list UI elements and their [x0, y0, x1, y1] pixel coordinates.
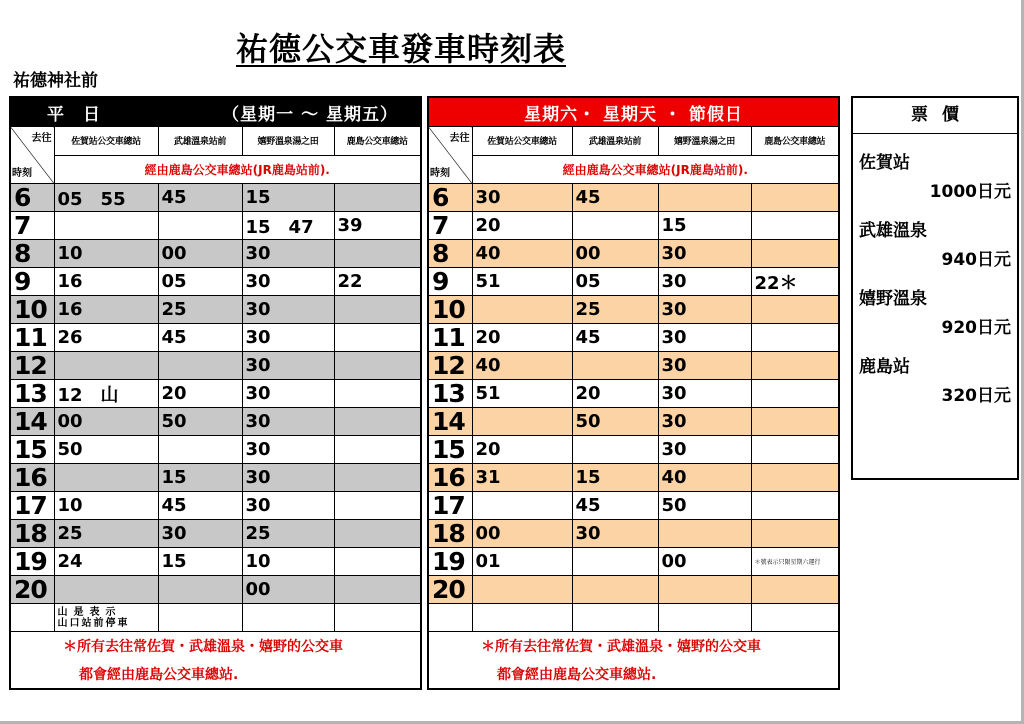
minute-cell: 30: [242, 436, 334, 464]
weekend-timetable: [427, 96, 840, 690]
weekday-corner-cell: [10, 127, 54, 184]
corner-to-label: 去往: [31, 133, 52, 144]
timetable-row: [428, 436, 839, 464]
minute-cell: 50: [54, 436, 158, 464]
blank-cell: [334, 604, 421, 632]
hour-cell: 6: [428, 184, 472, 212]
minute-cell: 45: [572, 184, 658, 212]
minute-cell: [54, 576, 158, 604]
minute-cell: [334, 548, 421, 576]
minute-cell: [751, 576, 839, 604]
minute-cell: 30: [242, 296, 334, 324]
hour-cell: 16: [10, 464, 54, 492]
minute-cell: 30: [658, 240, 751, 268]
minute-cell: [751, 464, 839, 492]
minute-cell: [334, 296, 421, 324]
fare-item: [853, 148, 1017, 202]
dest-ureshino: 嬉野溫泉湯之田: [658, 127, 751, 156]
hour-cell: 16: [428, 464, 472, 492]
weekday-via-note: 經由鹿島公交車總站(JR鹿島站前).: [54, 155, 421, 184]
minute-cell: 30: [242, 352, 334, 380]
minute-cell: [334, 464, 421, 492]
minute-cell: [751, 520, 839, 548]
timetable-row: [10, 492, 421, 520]
minute-cell: 00: [54, 408, 158, 436]
minute-cell: 25: [158, 296, 242, 324]
hour-cell: 14: [428, 408, 472, 436]
minute-cell: [751, 324, 839, 352]
minute-cell: [472, 492, 572, 520]
minute-cell: [472, 576, 572, 604]
timetable-row: [10, 548, 421, 576]
hour-cell: 18: [10, 520, 54, 548]
fare-destination: 佐賀站: [859, 153, 910, 173]
dest-kashima: 鹿島公交車總站: [334, 127, 421, 156]
timetable-row: [10, 184, 421, 212]
minute-cell: 24: [54, 548, 158, 576]
timetable-row: [428, 380, 839, 408]
minute-cell: [751, 296, 839, 324]
minute-cell: [751, 352, 839, 380]
fare-header: 票價: [911, 105, 973, 125]
minute-cell: 20: [472, 324, 572, 352]
minute-cell: 15: [658, 212, 751, 240]
minute-cell: [334, 492, 421, 520]
minute-cell: 25: [242, 520, 334, 548]
minute-cell: 15: [158, 548, 242, 576]
dest-takeo: 武雄溫泉站前: [572, 127, 658, 156]
hour-cell: 13: [428, 380, 472, 408]
minute-cell: 15: [242, 184, 334, 212]
hour-cell: 11: [428, 324, 472, 352]
timetable-row: [428, 464, 839, 492]
minute-cell: 30: [242, 492, 334, 520]
timetable-row: [10, 268, 421, 296]
timetable-row: [428, 212, 839, 240]
timetable-row: [428, 268, 839, 296]
minute-cell: 05 55: [54, 184, 158, 212]
minute-cell: [334, 520, 421, 548]
minute-cell: [658, 184, 751, 212]
weekend-header: 星期六・ 星期天 ・ 節假日: [428, 97, 839, 127]
fare-price: 940日元: [941, 250, 1011, 270]
minute-cell: 40: [472, 352, 572, 380]
dest-saga: 佐賀站公交車總站: [472, 127, 572, 156]
timetable-row: [10, 436, 421, 464]
minute-cell: [572, 436, 658, 464]
fare-item: [853, 216, 1017, 270]
blank-cell: [10, 604, 54, 632]
blank-cell: [658, 604, 751, 632]
timetable-row: [428, 548, 839, 576]
minute-cell: [334, 352, 421, 380]
minute-cell: [158, 352, 242, 380]
minute-cell: 39: [334, 212, 421, 240]
timetable-row: [428, 352, 839, 380]
mark-note-line: 山口站前停車: [57, 617, 130, 629]
timetable-row: [428, 240, 839, 268]
timetable-row: [10, 324, 421, 352]
dest-kashima: 鹿島公交車總站: [751, 127, 839, 156]
minute-cell: 50: [158, 408, 242, 436]
fare-destination: 嬉野溫泉: [859, 289, 927, 309]
fare-destination: 武雄溫泉: [859, 221, 927, 241]
fare-divider: [853, 133, 1017, 134]
timetable-row: [428, 184, 839, 212]
minute-cell: [54, 352, 158, 380]
minute-cell: 45: [572, 324, 658, 352]
minute-cell: 45: [158, 184, 242, 212]
hour-cell: 18: [428, 520, 472, 548]
fare-item: [853, 352, 1017, 406]
minute-cell: 15: [572, 464, 658, 492]
weekday-header: [10, 97, 421, 127]
timetable-row: [10, 464, 421, 492]
minute-cell: [572, 212, 658, 240]
hour-cell: 19: [10, 548, 54, 576]
timetable-row: [428, 324, 839, 352]
minute-cell: 30: [242, 324, 334, 352]
fare-price: 920日元: [941, 318, 1011, 338]
dest-ureshino: 嬉野溫泉湯之田: [242, 127, 334, 156]
weekend-corner-cell: [428, 127, 472, 184]
minute-cell: 30: [658, 408, 751, 436]
blank-row: [428, 604, 839, 632]
hour-cell: 20: [10, 576, 54, 604]
stop-name: 祐德神社前: [13, 71, 98, 91]
minute-cell: [334, 408, 421, 436]
blank-cell: [242, 604, 334, 632]
fare-item: [853, 284, 1017, 338]
minute-cell: 25: [54, 520, 158, 548]
fare-destination: 鹿島站: [859, 357, 910, 377]
minute-cell: [472, 296, 572, 324]
minute-cell: 15: [158, 464, 242, 492]
minute-cell: 30: [658, 324, 751, 352]
weekday-header-label: 平 日: [47, 104, 101, 125]
minute-cell: [334, 184, 421, 212]
note-row: [428, 660, 839, 689]
minute-cell: 20: [472, 436, 572, 464]
minute-cell: 10: [242, 548, 334, 576]
mark-note-row: [10, 604, 421, 632]
minute-cell: 50: [572, 408, 658, 436]
minute-cell: 30: [658, 296, 751, 324]
weekday-timetable: [9, 96, 422, 690]
minute-cell: [334, 240, 421, 268]
minute-cell: [158, 436, 242, 464]
minute-cell: 30: [658, 352, 751, 380]
timetable-row: [10, 240, 421, 268]
minute-cell: 00: [658, 548, 751, 576]
minute-cell: 22: [334, 268, 421, 296]
minute-cell: 45: [572, 492, 658, 520]
minute-cell: 05: [158, 268, 242, 296]
minute-cell: [54, 212, 158, 240]
footer-note: 都會經由鹿島公交車總站.: [428, 660, 839, 689]
minute-cell: 00: [472, 520, 572, 548]
minute-cell: [751, 240, 839, 268]
minute-cell: [751, 408, 839, 436]
hour-cell: 13: [10, 380, 54, 408]
minute-cell: 30: [242, 464, 334, 492]
minute-cell: [751, 380, 839, 408]
minute-cell: 31: [472, 464, 572, 492]
hour-cell: 15: [428, 436, 472, 464]
minute-cell: [751, 492, 839, 520]
timetable-row: [428, 492, 839, 520]
minute-cell: 20: [572, 380, 658, 408]
minute-cell: 51: [472, 268, 572, 296]
hour-cell: 9: [428, 268, 472, 296]
minute-cell: 30: [242, 268, 334, 296]
minute-cell: [334, 324, 421, 352]
minute-cell: 10: [54, 492, 158, 520]
minute-cell: 50: [658, 492, 751, 520]
minute-cell: 51: [472, 380, 572, 408]
timetable-row: [10, 212, 421, 240]
corner-time-label: 時刻: [430, 168, 450, 179]
footer-note: ＊所有去往常佐賀・武雄溫泉・嬉野的公交車: [10, 632, 421, 661]
mountain-mark-note: [54, 604, 158, 632]
hour-cell: 10: [428, 296, 472, 324]
minute-cell: [158, 576, 242, 604]
timetable-row: [428, 576, 839, 604]
dest-saga: 佐賀站公交車總站: [54, 127, 158, 156]
hour-cell: 15: [10, 436, 54, 464]
minute-cell: 22＊: [751, 268, 839, 296]
hour-cell: 20: [428, 576, 472, 604]
minute-cell: 00: [158, 240, 242, 268]
minute-cell: [334, 436, 421, 464]
minute-cell: 20: [158, 380, 242, 408]
timetable-row: [10, 380, 421, 408]
note-row: [10, 632, 421, 661]
timetable-row: [10, 408, 421, 436]
minute-cell: [751, 212, 839, 240]
minute-cell: [751, 184, 839, 212]
mark-note-line: 山是表示: [57, 606, 122, 618]
minute-cell: 30: [242, 240, 334, 268]
corner-time-label: 時刻: [12, 168, 32, 179]
blank-cell: [751, 604, 839, 632]
minute-cell: 45: [158, 324, 242, 352]
timetable-row: [10, 296, 421, 324]
hour-cell: 14: [10, 408, 54, 436]
minute-cell: [658, 576, 751, 604]
minute-cell: 30: [658, 268, 751, 296]
minute-cell: 16: [54, 268, 158, 296]
blank-cell: [428, 604, 472, 632]
timetable-row: [428, 296, 839, 324]
timetable-row: [10, 576, 421, 604]
hour-cell: 19: [428, 548, 472, 576]
minute-cell: 05: [572, 268, 658, 296]
blank-cell: [472, 604, 572, 632]
timetable-row: [428, 520, 839, 548]
timetable-row: [10, 352, 421, 380]
minute-cell: 20: [472, 212, 572, 240]
minute-cell: ＊號表示只限星期六運行: [751, 548, 839, 576]
hour-cell: 12: [428, 352, 472, 380]
minute-cell: 30: [472, 184, 572, 212]
note-row: [428, 632, 839, 661]
hour-cell: 8: [10, 240, 54, 268]
hour-cell: 11: [10, 324, 54, 352]
minute-cell: [334, 576, 421, 604]
timetable-row: [10, 520, 421, 548]
minute-cell: [158, 212, 242, 240]
minute-cell: [472, 408, 572, 436]
minute-cell: 45: [158, 492, 242, 520]
minute-cell: 30: [242, 380, 334, 408]
minute-cell: 00: [572, 240, 658, 268]
fare-price: 1000日元: [929, 182, 1011, 202]
note-row: [10, 660, 421, 689]
hour-cell: 10: [10, 296, 54, 324]
page-title: 祐德公交車發車時刻表: [236, 30, 567, 68]
minute-cell: 40: [472, 240, 572, 268]
minute-cell: 15 47: [242, 212, 334, 240]
blank-cell: [158, 604, 242, 632]
hour-cell: 7: [10, 212, 54, 240]
hour-cell: 7: [428, 212, 472, 240]
minute-cell: 30: [658, 436, 751, 464]
fare-price: 320日元: [941, 386, 1011, 406]
footer-note: ＊所有去往常佐賀・武雄溫泉・嬉野的公交車: [428, 632, 839, 661]
minute-cell: 12 山: [54, 380, 158, 408]
minute-cell: [572, 548, 658, 576]
hour-cell: 6: [10, 184, 54, 212]
blank-cell: [572, 604, 658, 632]
weekday-header-days: （星期一 ～ 星期五）: [222, 104, 398, 125]
minute-cell: [658, 520, 751, 548]
minute-cell: [751, 436, 839, 464]
timetable-row: [428, 408, 839, 436]
minute-cell: 16: [54, 296, 158, 324]
minute-cell: 40: [658, 464, 751, 492]
corner-to-label: 去往: [449, 133, 470, 144]
hour-cell: 9: [10, 268, 54, 296]
minute-cell: [572, 576, 658, 604]
minute-cell: 30: [572, 520, 658, 548]
minute-cell: 00: [242, 576, 334, 604]
fare-box: [851, 96, 1019, 480]
minute-cell: [54, 464, 158, 492]
minute-cell: 25: [572, 296, 658, 324]
minute-cell: 10: [54, 240, 158, 268]
hour-cell: 17: [428, 492, 472, 520]
footer-note: 都會經由鹿島公交車總站.: [10, 660, 421, 689]
minute-cell: [572, 352, 658, 380]
minute-cell: 26: [54, 324, 158, 352]
minute-cell: 30: [242, 408, 334, 436]
hour-cell: 17: [10, 492, 54, 520]
weekend-via-note: 經由鹿島公交車總站(JR鹿島站前).: [472, 155, 839, 184]
minute-cell: 01: [472, 548, 572, 576]
hour-cell: 12: [10, 352, 54, 380]
minute-cell: 30: [658, 380, 751, 408]
minute-cell: [334, 380, 421, 408]
dest-takeo: 武雄溫泉站前: [158, 127, 242, 156]
minute-cell: 30: [158, 520, 242, 548]
hour-cell: 8: [428, 240, 472, 268]
